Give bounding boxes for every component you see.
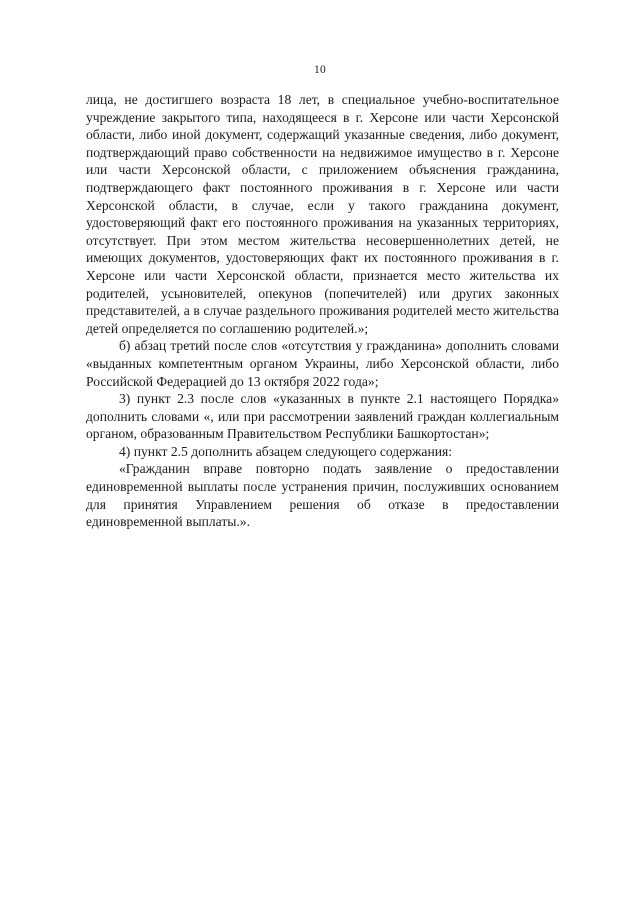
paragraph-continuation: лица, не достигшего возраста 18 лет, в специальное учебно-воспитательное учреждение закрытого типа, находящееся в г. Херсоне или части Херсонской области, либо иной документ, содержащий указанные сведения, либо документ, подтверждающий право собственности на недвижимое имущество в г. Херсоне или части Херсонской области, с приложением объяснения гражданина, подтверждающего факт постоянного проживания в г. Херсоне или части Херсонской области, в случае, если у такого гражданина документ, удостоверяющий факт его постоянного проживания на указанных территориях, отсутствует. При этом местом жительства несовершеннолетних детей, не имеющих документов, удостоверяющих факт их постоянного проживания в г. Херсоне или части Херсонской области, признается место жительства их родителей, усыновителей, опекунов (попечителей) или других законных представителей, а в случае раздельного проживания родителей место жительства детей определяется по соглашению родителей.»; bbox=[86, 92, 559, 336]
paragraph-subitem-b: б) абзац третий после слов «отсутствия у гражданина» дополнить словами «выданных компетентным органом Украины, либо Херсонской области, либо Российской Федерацией до 13 октября 2022 года»; bbox=[86, 338, 559, 389]
document-body bbox=[86, 91, 559, 531]
paragraph-item-4: 4) пункт 2.5 дополнить абзацем следующего содержания: bbox=[119, 443, 453, 459]
page-number: 10 bbox=[313, 64, 327, 76]
paragraph-quoted-addition: «Гражданин вправе повторно подать заявление о предоставлении единовременной выплаты после устранения причин, послуживших основанием для принятия Управлением решения об отказе в предоставлении единовременной выплаты.». bbox=[86, 461, 559, 530]
paragraph-item-3: 3) пункт 2.3 после слов «указанных в пункте 2.1 настоящего Порядка» дополнить словами «, или при рассмотрении заявлений граждан коллегиальным органом, образованным Правительством Республики Башкортостан»; bbox=[86, 391, 559, 442]
